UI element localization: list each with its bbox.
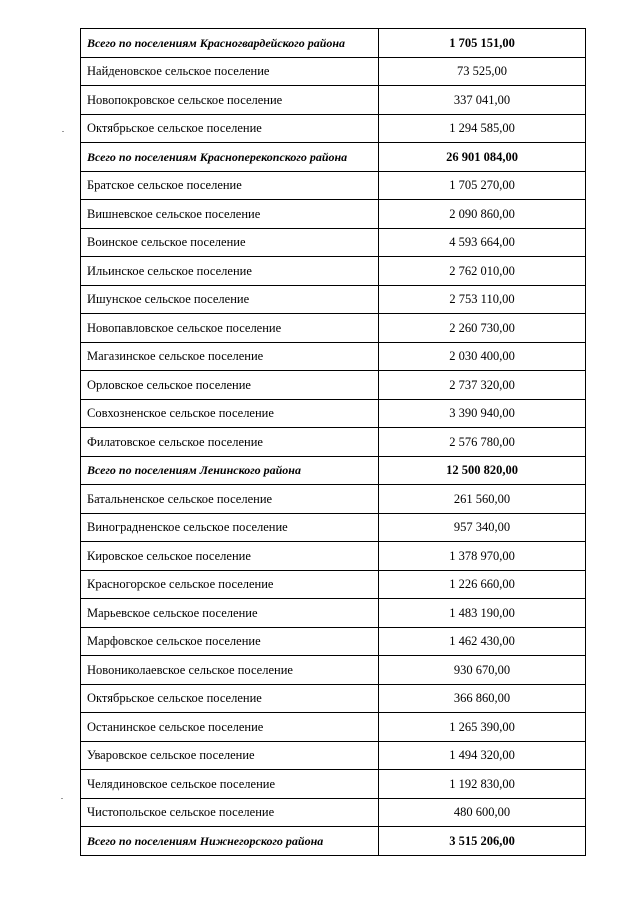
settlement-name: Уваровское сельское поселение: [81, 741, 379, 770]
settlement-row: [81, 86, 586, 115]
settlement-amount: 1 494 320,00: [379, 741, 586, 770]
settlement-row: [81, 114, 586, 143]
settlement-amount: 2 090 860,00: [379, 200, 586, 229]
settlement-row: [81, 371, 586, 400]
settlement-row: [81, 57, 586, 86]
settlement-name: Новониколаевское сельское поселение: [81, 656, 379, 685]
settlement-amount: 73 525,00: [379, 57, 586, 86]
settlement-amount: 2 762 010,00: [379, 257, 586, 286]
settlement-name: Вишневское сельское поселение: [81, 200, 379, 229]
settlement-row: [81, 656, 586, 685]
settlement-name: Останинское сельское поселение: [81, 713, 379, 742]
settlement-name: Совхозненское сельское поселение: [81, 399, 379, 428]
settlement-amount: 480 600,00: [379, 798, 586, 827]
district-total-row: [81, 456, 586, 485]
settlement-amount: 2 260 730,00: [379, 314, 586, 343]
district-total-row: [81, 143, 586, 172]
settlement-name: Ильинское сельское поселение: [81, 257, 379, 286]
settlement-name: Филатовское сельское поселение: [81, 428, 379, 457]
settlement-name: Кировское сельское поселение: [81, 542, 379, 571]
district-total-amount: 1 705 151,00: [379, 29, 586, 58]
settlement-row: [81, 228, 586, 257]
district-total-amount: 26 901 084,00: [379, 143, 586, 172]
settlement-name: Ишунское сельское поселение: [81, 285, 379, 314]
settlement-amount: 1 265 390,00: [379, 713, 586, 742]
settlement-name: Воинское сельское поселение: [81, 228, 379, 257]
table-body: [81, 29, 586, 856]
settlement-row: [81, 570, 586, 599]
settlement-amount: 3 390 940,00: [379, 399, 586, 428]
district-total-row: [81, 29, 586, 58]
district-total-label: Всего по поселениям Ленинского района: [81, 456, 379, 485]
settlement-name: Найденовское сельское поселение: [81, 57, 379, 86]
district-total-label: Всего по поселениям Нижнегорского района: [81, 827, 379, 856]
settlement-amount: 2 753 110,00: [379, 285, 586, 314]
settlement-name: Чистопольское сельское поселение: [81, 798, 379, 827]
settlement-row: [81, 770, 586, 799]
settlement-amount: 261 560,00: [379, 485, 586, 514]
settlement-name: Братское сельское поселение: [81, 171, 379, 200]
settlement-name: Виноградненское сельское поселение: [81, 513, 379, 542]
settlement-row: [81, 684, 586, 713]
settlement-amount: 1 226 660,00: [379, 570, 586, 599]
settlement-amount: 2 576 780,00: [379, 428, 586, 457]
settlement-name: Красногорское сельское поселение: [81, 570, 379, 599]
district-total-row: [81, 827, 586, 856]
settlement-name: Марфовское сельское поселение: [81, 627, 379, 656]
settlement-amount: 2 737 320,00: [379, 371, 586, 400]
settlement-amount: 1 294 585,00: [379, 114, 586, 143]
settlement-row: [81, 342, 586, 371]
scan-speck-left-top: [62, 131, 64, 132]
settlement-name: Марьевское сельское поселение: [81, 599, 379, 628]
district-total-label: Всего по поселениям Красногвардейского района: [81, 29, 379, 58]
settlement-row: [81, 627, 586, 656]
settlement-row: [81, 399, 586, 428]
settlements-budget-table: [80, 28, 586, 856]
settlement-amount: 2 030 400,00: [379, 342, 586, 371]
settlement-name: Челядиновское сельское поселение: [81, 770, 379, 799]
settlement-amount: 4 593 664,00: [379, 228, 586, 257]
settlement-row: [81, 428, 586, 457]
settlement-amount: 337 041,00: [379, 86, 586, 115]
settlement-row: [81, 798, 586, 827]
settlement-row: [81, 513, 586, 542]
district-total-label: Всего по поселениям Красноперекопского района: [81, 143, 379, 172]
settlement-amount: 957 340,00: [379, 513, 586, 542]
settlement-row: [81, 713, 586, 742]
settlement-row: [81, 741, 586, 770]
settlement-row: [81, 485, 586, 514]
settlement-row: [81, 171, 586, 200]
settlement-row: [81, 542, 586, 571]
settlement-name: Октябрьское сельское поселение: [81, 684, 379, 713]
settlement-row: [81, 314, 586, 343]
settlement-amount: 366 860,00: [379, 684, 586, 713]
scan-speck-left-bottom: [61, 798, 63, 799]
settlement-amount: 1 462 430,00: [379, 627, 586, 656]
settlement-row: [81, 599, 586, 628]
settlement-name: Октябрьское сельское поселение: [81, 114, 379, 143]
district-total-amount: 3 515 206,00: [379, 827, 586, 856]
settlement-name: Новопокровское сельское поселение: [81, 86, 379, 115]
settlement-name: Новопавловское сельское поселение: [81, 314, 379, 343]
settlement-name: Батальненское сельское поселение: [81, 485, 379, 514]
settlement-amount: 930 670,00: [379, 656, 586, 685]
settlement-amount: 1 192 830,00: [379, 770, 586, 799]
settlement-amount: 1 483 190,00: [379, 599, 586, 628]
settlement-row: [81, 285, 586, 314]
settlement-amount: 1 705 270,00: [379, 171, 586, 200]
settlement-name: Орловское сельское поселение: [81, 371, 379, 400]
settlement-row: [81, 200, 586, 229]
district-total-amount: 12 500 820,00: [379, 456, 586, 485]
settlement-name: Магазинское сельское поселение: [81, 342, 379, 371]
settlement-row: [81, 257, 586, 286]
settlement-amount: 1 378 970,00: [379, 542, 586, 571]
